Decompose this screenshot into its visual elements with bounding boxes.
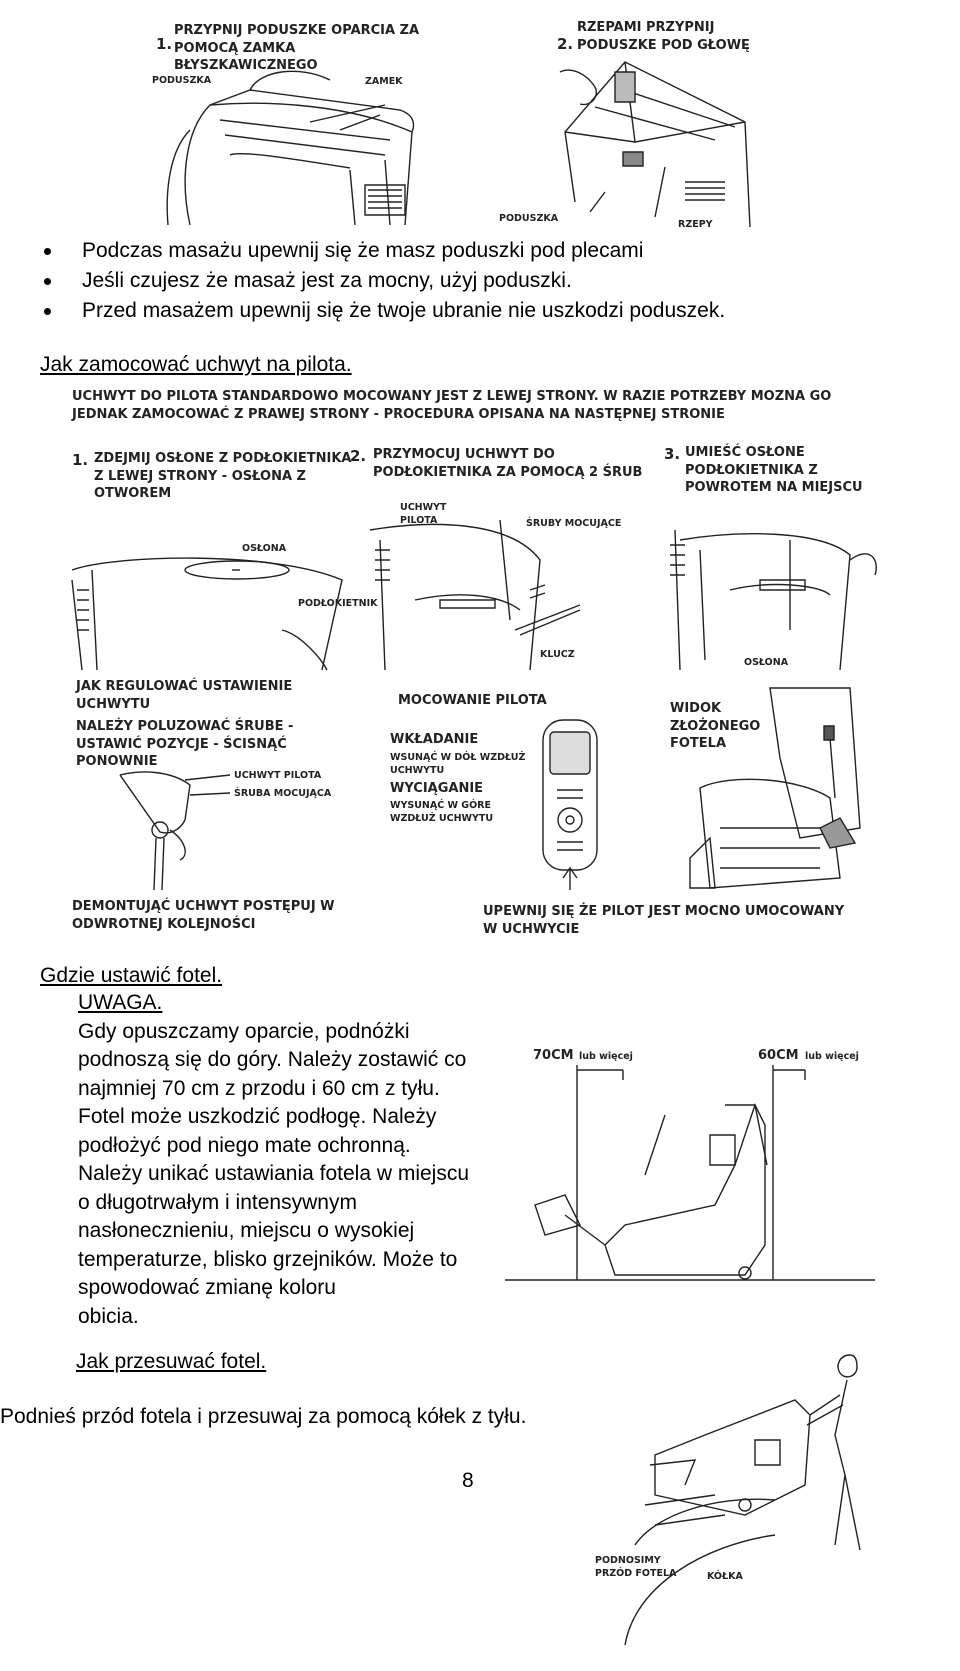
placement-line: o długotrwałym i intensywnym bbox=[78, 1190, 357, 1214]
back-clearance-note: lub więcej bbox=[805, 1051, 859, 1062]
holder-step2-label-holder: UCHWYT PILOTA bbox=[400, 502, 447, 526]
placement-line: Fotel może uszkodzić podłogę. Należy bbox=[78, 1105, 437, 1128]
cushion-step1-number: 1. bbox=[156, 35, 173, 53]
holder-step2-figure bbox=[370, 500, 660, 670]
placement-text-block bbox=[40, 989, 500, 1331]
holder-step3-text: UMIEŚĆ OSŁONE PODŁOKIETNIKA Z POWROTEM NA MIEJSCU bbox=[685, 445, 863, 496]
clearance-drawing bbox=[505, 1045, 885, 1290]
adjust-label-screw: ŚRUBA MOCUJĄCA bbox=[234, 788, 332, 799]
holder-step2-label-key: KLUCZ bbox=[540, 649, 575, 660]
moving-label-wheels: KÓŁKA bbox=[707, 1571, 743, 1582]
cushion-velcro-figure bbox=[495, 12, 770, 234]
adjust-holder-heading: JAK REGULOWAĆ USTAWIENIE UCHWYTU bbox=[76, 679, 293, 712]
cushion-tip: Jeśli czujesz że masaż jest za mocny, użyj poduszki. bbox=[40, 266, 920, 296]
holder-step1-label-armrest: PODŁOKIETNIK bbox=[298, 598, 378, 609]
holder-step2-number: 2. bbox=[350, 447, 367, 465]
cushion-tips-list bbox=[40, 236, 920, 326]
remote-control-drawing bbox=[535, 720, 605, 890]
remove-holder-note: DEMONTUJĄĆ UCHWYT POSTĘPUJ W ODWROTNEJ KOLEJNOŚCI bbox=[72, 899, 335, 932]
remote-holder-intro: UCHWYT DO PILOTA STANDARDOWO MOCOWANY JEST Z LEWEJ STRONY. W RAZIE POTRZEBY MOZNA GO JEDNAK ZAMOCOWAĆ Z PRAWEJ STRONY - PROCEDURA OPISANA NA NASTĘPNEJ STRONIE bbox=[72, 389, 832, 422]
placement-line: podłożyć pod niego mate ochronną. bbox=[78, 1133, 411, 1157]
cushion-step1-text: PRZYPNIJ PODUSZKE OPARCIA ZA POMOCĄ ZAMKA BŁYSZKAWICZNEGO bbox=[174, 23, 420, 74]
placement-line: najmniej 70 cm z przodu i 60 cm z tyłu. bbox=[78, 1076, 440, 1100]
cushion-tip: Przed masażem upewnij się że twoje ubranie nie uszkodzi poduszek. bbox=[40, 296, 920, 326]
remote-insert-text: WSUNĄĆ W DÓŁ WZDŁUŻ UCHWYTU bbox=[390, 752, 526, 776]
holder-step3-figure bbox=[670, 500, 910, 670]
placement-line: spowodować zmianę koloru bbox=[78, 1276, 336, 1299]
folded-chair-figure bbox=[680, 678, 880, 898]
cushion-tip: Podczas masażu upewnij się że masz poduszki pod plecami bbox=[40, 236, 920, 266]
holder-step2-text: PRZYMOCUJ UCHWYT DO PODŁOKIETNIKA ZA POMOCĄ 2 ŚRUB bbox=[373, 447, 643, 480]
holder-step1-number: 1. bbox=[72, 451, 89, 469]
folded-chair-drawing bbox=[680, 678, 880, 898]
moving-chair-drawing bbox=[595, 1345, 905, 1665]
placement-warning: UWAGA. bbox=[78, 991, 163, 1014]
cushion-step2-label-velcro: RZEPY bbox=[678, 219, 713, 230]
placement-line: temperaturze, blisko grzejników. Może to bbox=[78, 1247, 458, 1271]
front-clearance-value: 70CM bbox=[533, 1048, 574, 1063]
folded-chair-caption: WIDOK ZŁOŻONEGO FOTELA bbox=[670, 701, 761, 752]
holder-step1-label-cover: OSŁONA bbox=[242, 543, 287, 554]
remote-secure-note: UPEWNIJ SIĘ ŻE PILOT JEST MOCNO UMOCOWANY W UCHWYCIE bbox=[483, 904, 845, 937]
adjust-holder-text: NALEŻY POLUZOWAĆ ŚRUBE - USTAWIĆ POZYCJE - ŚCISNĄĆ PONOWNIE bbox=[76, 719, 294, 770]
back-clearance-value: 60CM bbox=[758, 1048, 799, 1063]
holder-step2-label-screws: ŚRUBY MOCUJĄCE bbox=[526, 518, 622, 529]
holder-step3-number: 3. bbox=[664, 445, 681, 463]
cover-refit-drawing bbox=[670, 500, 910, 670]
moving-text: Podnieś przód fotela i przesuwaj za pomocą kółek z tyłu. bbox=[0, 1405, 527, 1428]
remote-pull-text: WYSUNĄĆ W GÓRE WZDŁUŻ UCHWYTU bbox=[390, 800, 494, 824]
remote-mount-heading: MOCOWANIE PILOTA bbox=[398, 693, 547, 708]
moving-figure bbox=[595, 1345, 905, 1665]
holder-step1-text: ZDEJMIJ OSŁONE Z PODŁOKIETNIKA Z LEWEJ STRONY - OSŁONA Z OTWOREM bbox=[94, 451, 352, 502]
cushion-step1-label-cushion: PODUSZKA bbox=[152, 75, 212, 86]
moving-heading: Jak przesuwać fotel. bbox=[76, 1350, 267, 1373]
placement-line: Należy unikać ustawiania fotela w miejscu bbox=[78, 1162, 470, 1185]
cushion-step2-label-cushion: PODUSZKA bbox=[499, 213, 559, 224]
cushion-step2-text: RZEPAMI PRZYPNIJ PODUSZKE POD GŁOWĘ bbox=[577, 20, 750, 53]
adjust-holder-figure bbox=[110, 760, 350, 890]
page-number: 8 bbox=[462, 1469, 474, 1492]
moving-label-lift: PODNOSIMY PRZÓD FOTELA bbox=[595, 1555, 677, 1579]
holder-step3-label-cover: OSŁONA bbox=[744, 657, 789, 668]
placement-line: podnoszą się do góry. Należy zostawić co bbox=[78, 1048, 467, 1071]
adjust-label-holder: UCHWYT PILOTA bbox=[234, 770, 322, 781]
cushion-step2-number: 2. bbox=[557, 35, 574, 53]
remote-insert-heading: WKŁADANIE bbox=[390, 732, 479, 747]
placement-line: nasłonecznieniu, miejscu o wysokiej bbox=[78, 1219, 415, 1242]
cushion-step1-label-zipper: ZAMEK bbox=[365, 76, 403, 87]
clearance-figure bbox=[505, 1045, 885, 1290]
placement-line: Gdy opuszczamy oparcie, podnóżki bbox=[78, 1019, 410, 1043]
remote-mount-figure bbox=[535, 720, 605, 890]
front-clearance-note: lub więcej bbox=[579, 1051, 633, 1062]
cushion-zip-figure bbox=[150, 10, 440, 230]
remote-pull-heading: WYCIĄGANIE bbox=[390, 781, 484, 796]
placement-line: obicia. bbox=[78, 1304, 139, 1328]
placement-heading: Gdzie ustawić fotel. bbox=[40, 964, 223, 987]
remote-holder-heading: Jak zamocować uchwyt na pilota. bbox=[40, 353, 352, 376]
holder-step1-figure bbox=[72, 540, 378, 670]
